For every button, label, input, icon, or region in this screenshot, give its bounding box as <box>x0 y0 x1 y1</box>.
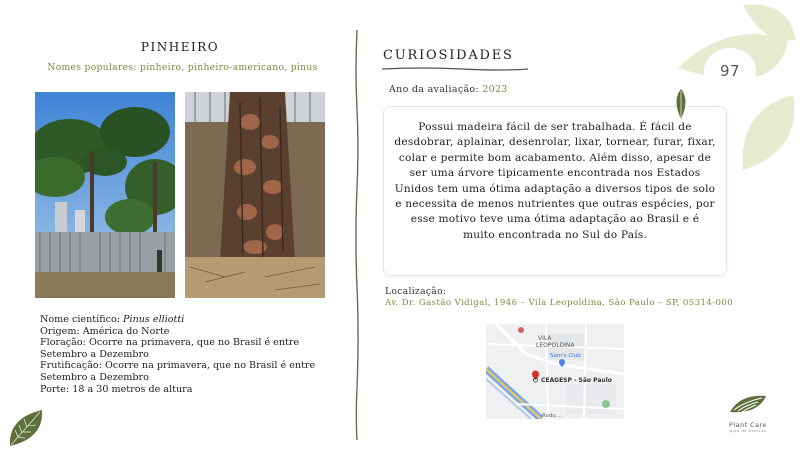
tree-trunk-photo <box>185 92 325 298</box>
evaluation-year <box>389 84 508 95</box>
tree-canopy-photo <box>35 92 175 298</box>
page-number: 97 <box>704 48 756 94</box>
scientific-name <box>40 314 340 326</box>
brand-leaf-icon <box>728 392 768 416</box>
location-map[interactable] <box>486 324 624 419</box>
location-label: Localização: <box>385 286 447 297</box>
brand-tagline: guia de plantas <box>729 429 767 433</box>
scientific-name-label: Nome científico: <box>40 314 124 325</box>
origin: Origem: América do Norte <box>40 325 170 337</box>
fruiting: Frutificação: Ocorre na primavera, que no Brasil é entre Setembro a Dezembro <box>40 360 316 383</box>
curiosities-title: CURIOSIDADES <box>383 48 514 63</box>
map-road: Rodo... <box>542 413 561 419</box>
plant-facts <box>40 314 340 395</box>
map-district-2: LEOPOLDINA <box>536 342 575 349</box>
brand-name: Plant Care <box>729 421 767 429</box>
brand-logo <box>712 392 784 438</box>
curiosities-text: Possui madeira fácil de ser trabalhada. É fácil de desdobrar, aplainar, desenrolar, lixar, tornear, furar, fixar, colar e permite bom acabamento. Além disso, apesar de ser uma árvore tipicamente encontrada nos Estados Unidos tem uma ótima adaptação a diversos tipos de solo e necessita de menos nutrientes que outras espécies, por esse motivo teve uma ótima adaptação ao Brasil e é muito encontrada no Sul do País. <box>383 106 727 276</box>
small-leaf-icon <box>672 88 690 120</box>
map-district-1: VILA <box>538 335 552 342</box>
plant-name: PINHEIRO <box>140 40 220 54</box>
scientific-name-value: Pinus elliotti <box>123 314 185 325</box>
column-divider <box>353 30 361 440</box>
location-address: Av. Dr. Gastão Vidigal, 1946 – Vila Leopoldina, São Paulo – SP, 05314-000 <box>385 298 734 308</box>
map-place: CEAGESP - São Paulo <box>541 377 612 384</box>
popular-names: Nomes populares: pinheiro, pinheiro-americano, pinus <box>47 62 318 73</box>
year-value: 2023 <box>482 84 508 95</box>
bottom-leaf-icon <box>6 406 46 448</box>
map-poi: Sam's Club <box>550 353 581 359</box>
year-label: Ano da avaliação: <box>389 84 483 95</box>
size: Porte: 18 a 30 metros de altura <box>40 383 193 395</box>
flowering: Floração: Ocorre na primavera, que no Brasil é entre Setembro a Dezembro <box>40 337 300 360</box>
title-underline <box>382 66 528 72</box>
